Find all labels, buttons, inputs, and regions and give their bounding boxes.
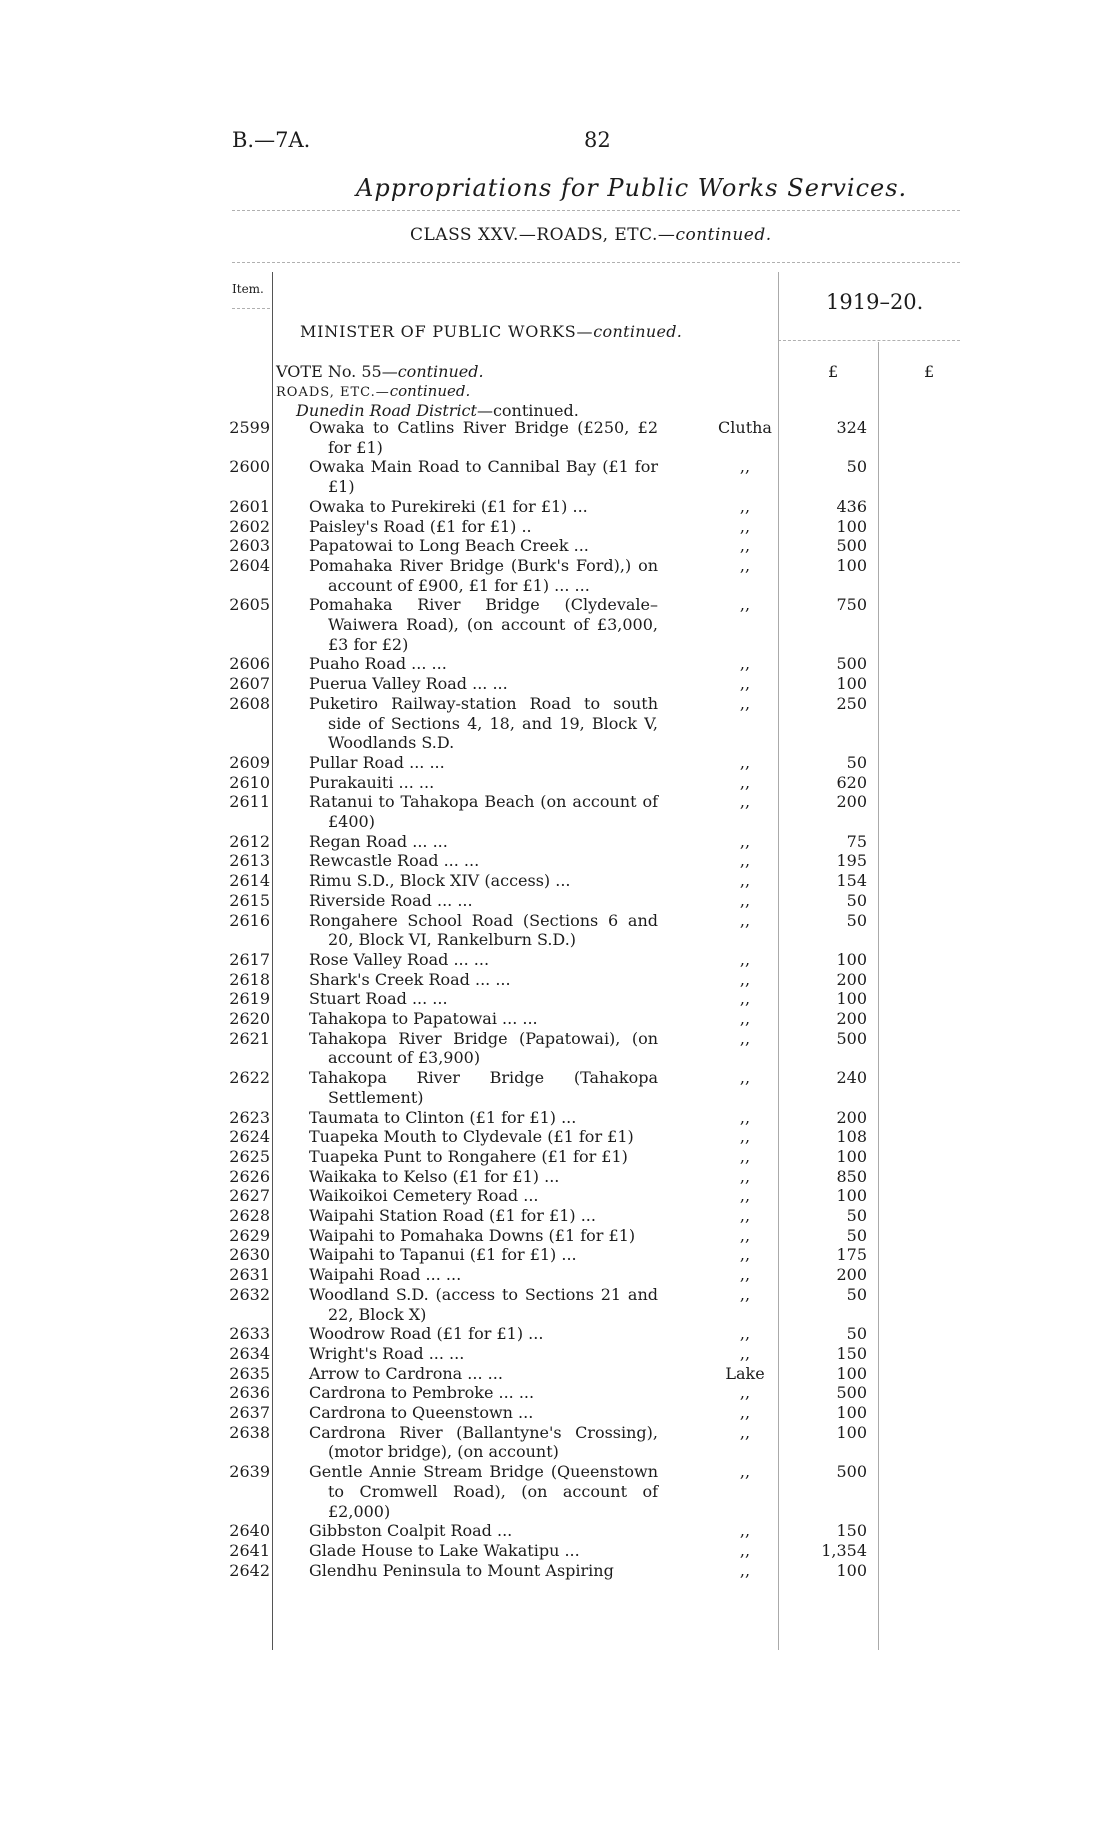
item-amount: 100 xyxy=(836,949,867,969)
item-description: Woodrow Road (£1 for £1) ... xyxy=(309,1324,544,1344)
item-amount: 100 xyxy=(836,989,867,1009)
item-number: 2603 xyxy=(229,536,270,556)
page-title: Appropriations for Public Works Services. xyxy=(356,174,908,202)
item-district: ,, xyxy=(739,1009,751,1028)
item-district: ,, xyxy=(739,772,751,792)
item-amount: 200 xyxy=(836,1107,867,1127)
item-district: ,, xyxy=(739,1127,751,1147)
item-district: ,, xyxy=(739,890,751,910)
item-district: ,, xyxy=(739,1422,751,1442)
item-number: 2636 xyxy=(229,1383,270,1403)
amount-column-rule xyxy=(878,342,879,1650)
item-number: 2638 xyxy=(229,1422,270,1442)
item-description: Puerua Valley Road ... ... xyxy=(309,674,508,694)
item-district: ,, xyxy=(739,457,751,477)
item-amount: 500 xyxy=(836,536,867,556)
item-number: 2634 xyxy=(229,1343,270,1363)
item-amount: 195 xyxy=(836,851,867,871)
item-number: 2602 xyxy=(229,516,270,536)
item-description: Taumata to Clinton (£1 for £1) ... xyxy=(309,1107,577,1127)
year-header-underline xyxy=(778,340,960,341)
item-description: Waipahi Station Road (£1 for £1) ... xyxy=(309,1206,596,1225)
item-number: 2621 xyxy=(229,1028,270,1048)
item-district: ,, xyxy=(739,654,751,674)
item-description: Paisley's Road (£1 for £1) .. xyxy=(309,516,532,536)
item-amount: 250 xyxy=(836,693,867,713)
item-district: ,, xyxy=(739,969,751,989)
item-number: 2605 xyxy=(229,595,270,615)
item-district: ,, xyxy=(739,1206,751,1225)
item-amount: 154 xyxy=(836,871,867,891)
vote-heading xyxy=(276,362,484,381)
item-number: 2611 xyxy=(229,792,270,812)
item-description: Owaka to Catlins River Bridge (£250, £2 for £1) xyxy=(309,418,658,457)
class-subtitle-continued: continued. xyxy=(675,225,772,245)
item-number: 2629 xyxy=(229,1225,270,1245)
item-number: 2632 xyxy=(229,1284,270,1304)
item-number: 2607 xyxy=(229,674,270,694)
item-number: 2613 xyxy=(229,851,270,871)
currency-column-1: £ xyxy=(828,362,839,381)
item-number: 2610 xyxy=(229,772,270,792)
item-description: Pomahaka River Bridge (Clydevale–Waiwera Road), (on account of £3,000, £3 for £2) xyxy=(309,595,658,654)
item-district: ,, xyxy=(739,1462,751,1482)
district-heading-continued: —continued. xyxy=(476,401,579,420)
item-amount: 100 xyxy=(836,674,867,694)
item-description: Owaka Main Road to Cannibal Bay (£1 for £1) xyxy=(309,457,658,497)
page-number: 82 xyxy=(584,128,611,152)
item-number: 2612 xyxy=(229,831,270,851)
item-district: ,, xyxy=(739,595,751,615)
item-description: Pomahaka River Bridge (Burk's Ford),) on account of £900, £1 for £1) ... ... xyxy=(309,555,658,595)
item-amount: 150 xyxy=(836,1343,867,1363)
item-number: 2609 xyxy=(229,752,270,772)
item-description: Waipahi Road ... ... xyxy=(309,1265,462,1285)
item-description: Papatowai to Long Beach Creek ... xyxy=(309,536,589,556)
item-district: ,, xyxy=(739,792,751,812)
roads-heading-continued: continued. xyxy=(389,382,471,400)
item-amount: 100 xyxy=(836,1422,867,1442)
item-number: 2637 xyxy=(229,1403,270,1422)
item-district: ,, xyxy=(739,1028,751,1048)
item-column-header: Item. xyxy=(232,282,264,296)
roads-heading-main: ROADS, ETC.— xyxy=(276,385,390,400)
item-district: ,, xyxy=(739,1521,751,1541)
item-amount: 500 xyxy=(836,654,867,674)
item-description: Stuart Road ... ... xyxy=(309,989,448,1009)
item-amount: 50 xyxy=(846,457,867,477)
item-description: Glade House to Lake Wakatipu ... xyxy=(309,1540,580,1560)
item-description: Tuapeka Mouth to Clydevale (£1 for £1) xyxy=(309,1127,634,1147)
item-description: Wright's Road ... ... xyxy=(309,1343,465,1363)
item-amount: 750 xyxy=(836,595,867,615)
minister-heading xyxy=(300,322,682,341)
item-district: Clutha xyxy=(718,418,772,437)
year-column-header: 1919–20. xyxy=(826,290,924,314)
item-number: 2623 xyxy=(229,1107,270,1127)
item-district: ,, xyxy=(739,1403,751,1422)
item-district: ,, xyxy=(739,1343,751,1363)
item-district: ,, xyxy=(739,1146,751,1166)
item-district: ,, xyxy=(739,674,751,694)
item-description: Glendhu Peninsula to Mount Aspiring xyxy=(309,1560,614,1580)
minister-heading-continued: continued. xyxy=(593,322,683,341)
item-district: ,, xyxy=(739,1068,751,1088)
item-district: ,, xyxy=(739,1540,751,1560)
item-amount: 240 xyxy=(836,1068,867,1088)
item-number: 2642 xyxy=(229,1560,270,1580)
item-district: ,, xyxy=(739,1560,751,1580)
item-description: Puaho Road ... ... xyxy=(309,654,447,674)
class-subtitle xyxy=(410,225,772,245)
item-number: 2635 xyxy=(229,1363,270,1383)
item-number: 2604 xyxy=(229,555,270,575)
item-district: ,, xyxy=(739,1265,751,1285)
item-district: ,, xyxy=(739,910,751,930)
item-number: 2627 xyxy=(229,1186,270,1206)
item-description: Puketiro Railway-station Road to south side of Sections 4, 18, and 19, Block V, Woodlands S.D. xyxy=(309,693,658,753)
item-district: ,, xyxy=(739,752,751,772)
item-number: 2631 xyxy=(229,1265,270,1285)
item-description: Cardrona River (Ballantyne's Crossing), (motor bridge), (on account) xyxy=(309,1422,658,1462)
item-amount: 50 xyxy=(846,1225,867,1245)
roads-heading xyxy=(276,382,470,400)
district-heading-name: Dunedin Road District xyxy=(296,401,477,420)
item-number: 2606 xyxy=(229,654,270,674)
item-district: ,, xyxy=(739,555,751,575)
item-amount: 200 xyxy=(836,792,867,812)
item-description: Waipahi to Pomahaka Downs (£1 for £1) xyxy=(309,1225,636,1245)
item-description: Waipahi to Tapanui (£1 for £1) ... xyxy=(309,1245,577,1265)
item-district: ,, xyxy=(739,1245,751,1265)
item-district: ,, xyxy=(739,693,751,713)
item-number: 2639 xyxy=(229,1462,270,1482)
item-description: Regan Road ... ... xyxy=(309,831,448,851)
item-amount: 150 xyxy=(836,1521,867,1541)
item-amount: 100 xyxy=(836,516,867,536)
item-number: 2614 xyxy=(229,871,270,891)
item-number: 2617 xyxy=(229,949,270,969)
item-number: 2619 xyxy=(229,989,270,1009)
item-number: 2630 xyxy=(229,1245,270,1265)
item-amount: 200 xyxy=(836,1009,867,1028)
item-description: Waikaka to Kelso (£1 for £1) ... xyxy=(309,1166,560,1186)
item-district: ,, xyxy=(739,536,751,556)
item-district: ,, xyxy=(739,516,751,536)
item-description: Cardrona to Pembroke ... ... xyxy=(309,1383,535,1403)
item-description: Rimu S.D., Block XIV (access) ... xyxy=(309,871,571,891)
item-number: 2628 xyxy=(229,1206,270,1225)
item-number: 2640 xyxy=(229,1521,270,1541)
item-amount: 175 xyxy=(836,1245,867,1265)
vote-heading-main: VOTE No. 55— xyxy=(276,362,398,381)
item-description: Gibbston Coalpit Road ... xyxy=(309,1521,513,1541)
item-description: Ratanui to Tahakopa Beach (on account of £400) xyxy=(309,792,658,831)
item-amount: 500 xyxy=(836,1383,867,1403)
item-amount: 50 xyxy=(846,1284,867,1304)
item-amount: 500 xyxy=(836,1462,867,1482)
item-number: 2618 xyxy=(229,969,270,989)
item-number: 2633 xyxy=(229,1324,270,1344)
item-number: 2608 xyxy=(229,693,270,713)
item-description: Arrow to Cardrona ... ... xyxy=(309,1363,503,1383)
item-amount: 100 xyxy=(836,1363,867,1383)
item-district: ,, xyxy=(739,1284,751,1304)
item-district: ,, xyxy=(739,1225,751,1245)
item-district: ,, xyxy=(739,871,751,891)
item-description: Rewcastle Road ... ... xyxy=(309,851,480,871)
item-amount: 100 xyxy=(836,1146,867,1166)
item-amount: 50 xyxy=(846,910,867,930)
item-description: Gentle Annie Stream Bridge (Queenstown to Cromwell Road), (on account of £2,000) xyxy=(309,1462,658,1521)
item-amount: 50 xyxy=(846,752,867,772)
item-description: Tahakopa River Bridge (Tahakopa Settlement) xyxy=(309,1068,658,1107)
item-description: Shark's Creek Road ... ... xyxy=(309,969,511,989)
item-amount: 50 xyxy=(846,1324,867,1344)
item-district: ,, xyxy=(739,949,751,969)
item-description: Purakauiti ... ... xyxy=(309,772,435,792)
item-amount: 500 xyxy=(836,1028,867,1048)
item-amount: 75 xyxy=(846,831,867,851)
item-amount: 200 xyxy=(836,969,867,989)
item-description: Rongahere School Road (Sections 6 and 20, Block VI, Rankelburn S.D.) xyxy=(309,910,658,950)
item-number: 2601 xyxy=(229,496,270,516)
item-amount: 200 xyxy=(836,1265,867,1285)
item-amount: 620 xyxy=(836,772,867,792)
item-district: Lake xyxy=(725,1363,765,1383)
item-district: ,, xyxy=(739,1383,751,1403)
item-description: Tahakopa to Papatowai ... ... xyxy=(309,1009,538,1028)
item-amount: 100 xyxy=(836,1186,867,1206)
item-column-rule xyxy=(272,272,273,1650)
item-amount: 50 xyxy=(846,890,867,910)
item-district: ,, xyxy=(739,1324,751,1344)
item-amount: 850 xyxy=(836,1166,867,1186)
table-top-rule xyxy=(232,262,960,263)
item-amount: 108 xyxy=(836,1127,867,1147)
item-district: ,, xyxy=(739,1107,751,1127)
item-number: 2626 xyxy=(229,1166,270,1186)
item-district: ,, xyxy=(739,989,751,1009)
title-rule xyxy=(232,210,960,211)
item-district: ,, xyxy=(739,851,751,871)
item-description: Rose Valley Road ... ... xyxy=(309,949,490,969)
item-number: 2624 xyxy=(229,1127,270,1147)
item-district: ,, xyxy=(739,1186,751,1206)
item-number: 2599 xyxy=(229,418,270,437)
item-amount: 1,354 xyxy=(821,1540,867,1560)
item-header-underline xyxy=(232,308,270,309)
item-district: ,, xyxy=(739,831,751,851)
item-district: ,, xyxy=(739,496,751,516)
item-description: Cardrona to Queenstown ... xyxy=(309,1403,534,1422)
item-description: Riverside Road ... ... xyxy=(309,890,473,910)
minister-heading-main: MINISTER OF PUBLIC WORKS— xyxy=(300,322,594,341)
class-subtitle-main: CLASS XXV.—ROADS, ETC.— xyxy=(410,225,676,245)
item-number: 2616 xyxy=(229,910,270,930)
currency-column-2: £ xyxy=(924,362,935,381)
vote-heading-continued: continued. xyxy=(397,362,484,381)
item-amount: 50 xyxy=(846,1206,867,1225)
item-description: Woodland S.D. (access to Sections 21 and 22, Block X) xyxy=(309,1284,658,1324)
page-reference: B.—7A. xyxy=(232,128,311,152)
item-description: Tahakopa River Bridge (Papatowai), (on account of £3,900) xyxy=(309,1028,658,1068)
item-number: 2620 xyxy=(229,1009,270,1028)
item-amount: 436 xyxy=(836,496,867,516)
item-amount: 100 xyxy=(836,1560,867,1580)
item-number: 2641 xyxy=(229,1540,270,1560)
item-number: 2615 xyxy=(229,890,270,910)
item-amount: 100 xyxy=(836,555,867,575)
item-description: Owaka to Purekireki (£1 for £1) ... xyxy=(309,496,588,516)
item-description: Pullar Road ... ... xyxy=(309,752,445,772)
item-number: 2622 xyxy=(229,1068,270,1088)
item-amount: 100 xyxy=(836,1403,867,1422)
item-amount: 324 xyxy=(836,418,867,437)
item-description: Waikoikoi Cemetery Road ... xyxy=(309,1186,539,1206)
item-number: 2625 xyxy=(229,1146,270,1166)
item-number: 2600 xyxy=(229,457,270,477)
item-district: ,, xyxy=(739,1166,751,1186)
item-description: Tuapeka Punt to Rongahere (£1 for £1) xyxy=(309,1146,628,1166)
